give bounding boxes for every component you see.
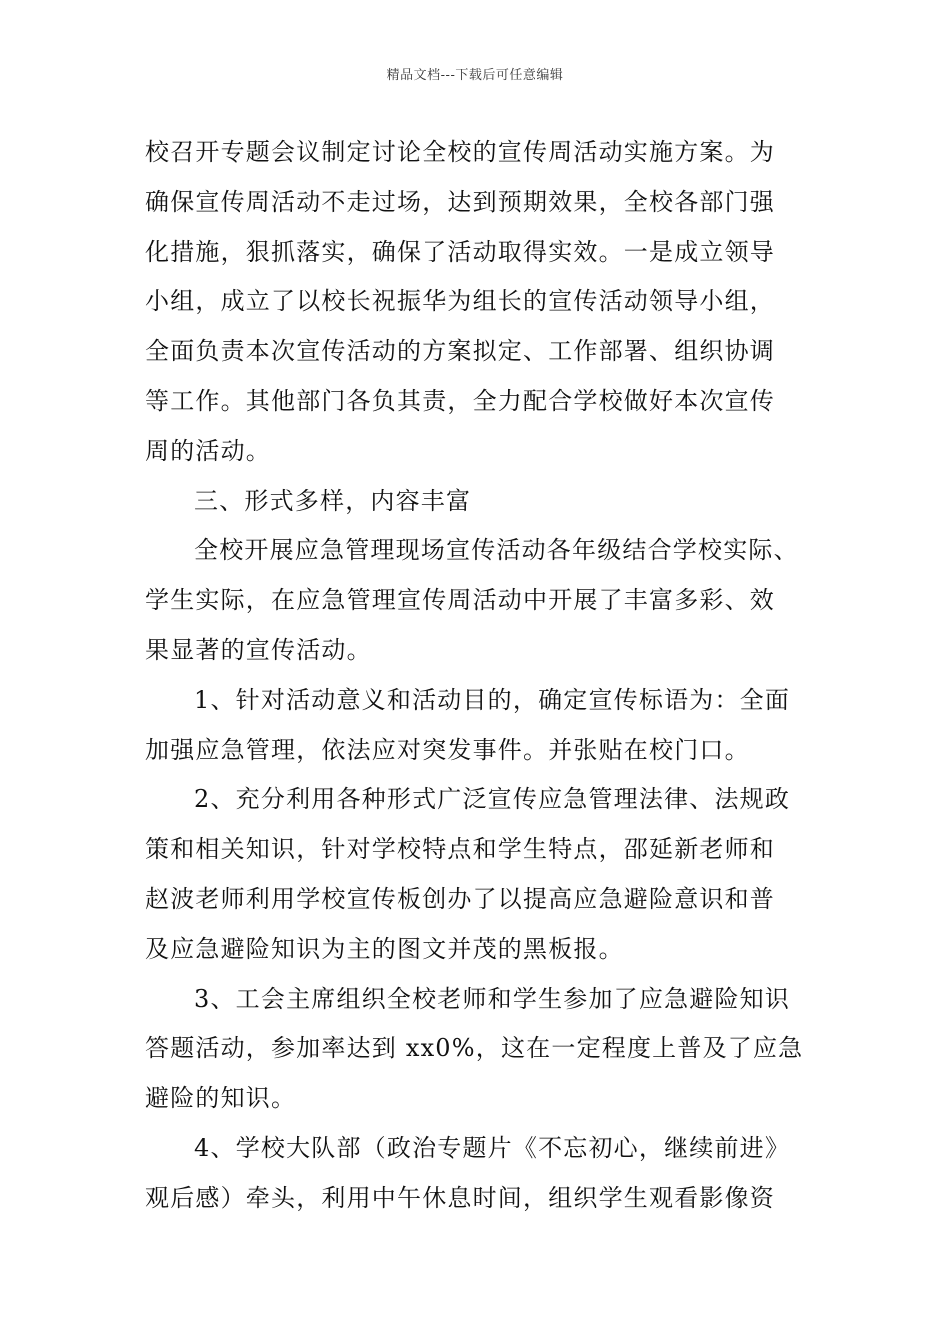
- text-line: 避险的知识。: [145, 1084, 297, 1113]
- list-item: 4、学校大队部（政治专题片《不忘初心，继续前进》: [194, 1133, 791, 1162]
- document-body: [145, 128, 813, 1224]
- text-line: 校召开专题会议制定讨论全校的宣传周活动实施方案。为: [145, 138, 775, 166]
- text-line: 周的活动。: [145, 436, 271, 465]
- text-line: 及应急避险知识为主的图文并茂的黑板报。: [145, 934, 624, 963]
- list-item: 2、充分利用各种形式广泛宣传应急管理法律、法规政: [194, 785, 791, 814]
- text-line: 全校开展应急管理现场宣传活动各年级结合学校实际、: [194, 536, 799, 565]
- text-line: 加强应急管理，依法应对突发事件。并张贴在校门口。: [145, 735, 750, 764]
- text-line: 化措施，狠抓落实，确保了活动取得实效。一是成立领导: [145, 237, 775, 266]
- section-heading: 三、形式多样，内容丰富: [194, 486, 472, 515]
- list-item: 3、工会主席组织全校老师和学生参加了应急避险知识: [194, 984, 791, 1013]
- text-line: 确保宣传周活动不走过场，达到预期效果，全校各部门强: [145, 187, 775, 216]
- text-line: 答题活动，参加率达到 xx0%，这在一定程度上普及了应急: [145, 1034, 804, 1063]
- list-item: 1、针对活动意义和活动目的，确定宣传标语为：全面: [194, 685, 791, 714]
- text-line: 赵波老师利用学校宣传板创办了以提高应急避险意识和普: [145, 884, 775, 913]
- text-line: 学生实际，在应急管理宣传周活动中开展了丰富多彩、效: [145, 586, 775, 615]
- text-line: 策和相关知识，针对学校特点和学生特点，邵延新老师和: [145, 835, 775, 864]
- text-line: 小组，成立了以校长祝振华为组长的宣传活动领导小组，: [145, 287, 775, 316]
- text-line: 等工作。其他部门各负其责，全力配合学校做好本次宣传: [145, 386, 775, 415]
- page-header: 精品文档---下载后可任意编辑: [386, 68, 564, 83]
- text-line: 全面负责本次宣传活动的方案拟定、工作部署、组织协调: [145, 337, 775, 366]
- text-line: 果显著的宣传活动。: [145, 635, 372, 664]
- text-line: 观后感）牵头，利用中午休息时间，组织学生观看影像资: [145, 1183, 775, 1212]
